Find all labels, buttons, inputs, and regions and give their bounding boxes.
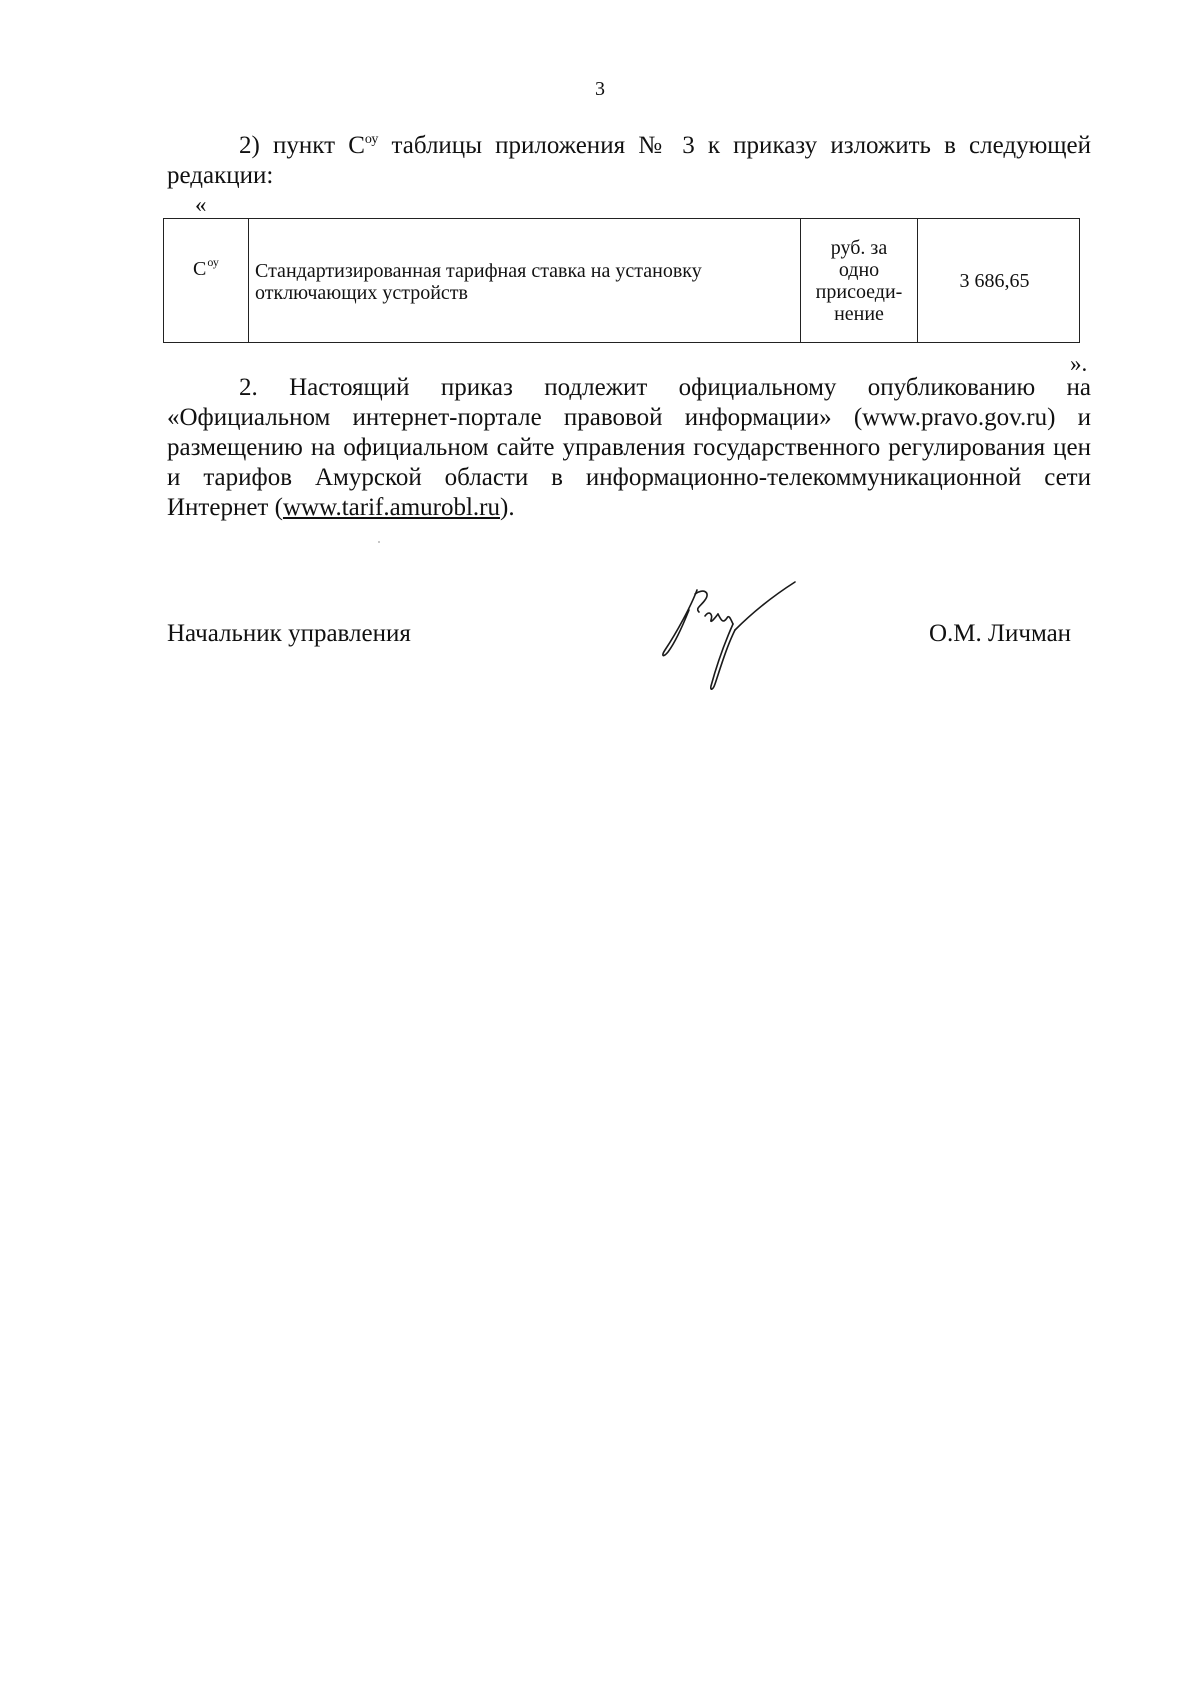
publication-text-end: ). [500, 494, 515, 521]
table-row [164, 219, 1080, 343]
scan-speck [378, 541, 380, 543]
signatory-name: О.М. Личман [929, 620, 1072, 647]
page-number: 3 [595, 78, 605, 100]
tariff-table [163, 218, 1080, 343]
amendment-text: таблицы приложения № 3 к приказу изложить в следующей редакции: [167, 132, 1092, 189]
close-quote: ». [1070, 351, 1088, 376]
unit-line: присоеди- [815, 280, 903, 303]
tariff-unit-cell [801, 219, 918, 343]
tarif-site-link[interactable]: www.tarif.amurobl.ru [282, 494, 501, 521]
handwritten-signature-icon [655, 580, 805, 695]
unit-line: нение [834, 302, 884, 325]
amendment-item-number: 2) пункт [239, 132, 335, 159]
tariff-code-cell: $C^{оу}$ [164, 219, 249, 343]
amendment-code: $C^{оу}$ [348, 132, 379, 159]
signatory-position: Начальник управления [167, 620, 411, 647]
unit-line: руб. за [830, 236, 888, 259]
tariff-name-cell: Стандартизированная тарифная ставка на установку отключающих устройств [249, 219, 801, 343]
tariff-value-cell: 3 686,65 [918, 219, 1080, 343]
publication-text: 2. Настоящий приказ подлежит официальному опубликованию на «Официальном интернет-портале правовой информации» (www.pravo.gov.ru) и размещению на официальном сайте управления государственного регулирования цен и тарифов Амурской области в информационно-телекоммуникационной сети Интернет ( [167, 374, 1091, 521]
amendment-paragraph [167, 125, 1091, 191]
unit-line: одно [838, 258, 880, 281]
publication-paragraph [167, 373, 1091, 523]
open-quote: « [195, 192, 207, 217]
